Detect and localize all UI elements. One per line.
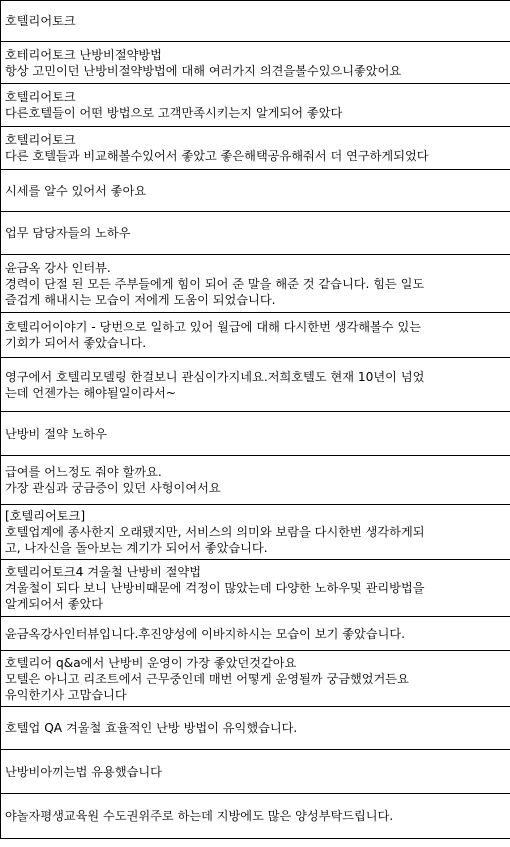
comment-line: 다른호텔들이 어떤 방법으로 고객만족시키는지 알게되어 좋았다 — [5, 106, 343, 120]
comment-line: 급여를 어느정도 줘야 할까요. — [5, 465, 162, 479]
comment-row — [1, 651, 510, 707]
comment-line: 시세를 알수 있어서 좋아요 — [5, 183, 147, 198]
comment-row — [1, 707, 510, 750]
comment-row — [1, 42, 510, 84]
comment-line: 고, 나자신을 돌아보는 계기가 되어서 좋았습니다. — [5, 541, 268, 555]
comment-row — [1, 456, 510, 505]
comment-line: 가장 관심과 궁금증이 있던 사헝이여서요 — [5, 481, 221, 495]
comment-row — [1, 794, 510, 839]
comment-line: 호텔리어토크 — [5, 90, 76, 104]
comment-line: 영구에서 호텔리모델링 한걸보니 관심이가지네요.저희호텔도 현재 10년이 넘었 — [5, 369, 425, 384]
comment-line: 호텔리어이야기 - 당번으로 일하고 있어 월급에 대해 다시한번 생각해볼수 있는 — [5, 320, 422, 334]
comment-line: [호텔리어토크] — [5, 509, 86, 523]
comment-line: 알게되어서 좋았다 — [5, 597, 104, 611]
comment-row — [1, 212, 510, 255]
comment-line: 모텔은 아니고 리조트에서 근무중인데 매번 어떻게 운영될까 궁금했었거든요 — [5, 671, 409, 686]
comment-row — [1, 358, 510, 412]
comment-row — [1, 313, 510, 358]
comment-line: 항상 고민이던 난방비절약방법에 대해 여러가지 의견을볼수있으니좋았어요 — [5, 63, 402, 78]
comment-line: 윤금옥 강사 인터뷰. — [5, 260, 111, 275]
comment-line: 호텔리어토크 — [5, 133, 76, 147]
comment-row — [1, 617, 510, 651]
comment-line: 난방비아끼는법 유용했습니다 — [5, 764, 162, 779]
comment-line: 겨울철이 되다 보니 난방비때문에 걱정이 많았는데 다양한 노하우및 관리방법을 — [5, 581, 425, 595]
comment-line: 호테리어토크 난방비절약방법 — [5, 47, 162, 62]
comment-row — [1, 255, 510, 313]
comment-line: 윤금옥강사인터뷰입니다.후진양성에 이바지하시는 모습이 보기 좋았습니다. — [5, 626, 405, 641]
comment-line: 즐겁게 해내시는 모습이 저에게 도움이 되었습니다. — [5, 292, 276, 307]
comment-line: 업무 담당자들의 노하우 — [5, 226, 131, 240]
comment-row — [1, 170, 510, 212]
comment-line: 호텔리어토크 — [5, 14, 76, 28]
comment-row — [1, 127, 510, 170]
comment-line: 기회가 되어서 좋았습니다. — [5, 336, 147, 350]
comment-line: 호텔리어 q&a에서 난방비 운영이 가장 좋았던것같아요 — [5, 655, 297, 670]
comment-row — [1, 412, 510, 456]
comment-row — [1, 560, 510, 617]
comment-row — [1, 750, 510, 794]
comment-row — [1, 505, 510, 560]
comment-row — [1, 84, 510, 127]
comment-line: 경력이 단절 된 모든 주부들에게 힘이 되어 준 말을 해준 것 같습니다. 힘든 일도 — [5, 276, 425, 291]
comment-line: 다른 호텔들과 비교해볼수있어서 좋았고 좋은해택공유해줘서 더 연구하게되었다 — [5, 149, 429, 163]
comment-line: 난방비 절약 노하우 — [5, 426, 107, 441]
comment-row — [1, 1, 510, 42]
comment-line: 호텔리어토크4 겨울철 난방비 절약법 — [5, 565, 201, 579]
comment-line: 유익한기사 고맙습니다 — [5, 687, 127, 702]
comment-line: 야놀자평생교육원 수도권위주로 하는데 지방에도 많은 양성부탁드립니다. — [5, 809, 394, 823]
comment-line: 는데 언젠가는 해야될일이라서~ — [5, 385, 177, 400]
comment-line: 호텔업계에 종사한지 오래됐지만, 서비스의 의미와 보람을 다시한번 생각하게되 — [5, 525, 425, 539]
comment-line: 호텔업 QA 겨울철 효율적인 난방 방법이 유익했습니다. — [5, 721, 298, 735]
